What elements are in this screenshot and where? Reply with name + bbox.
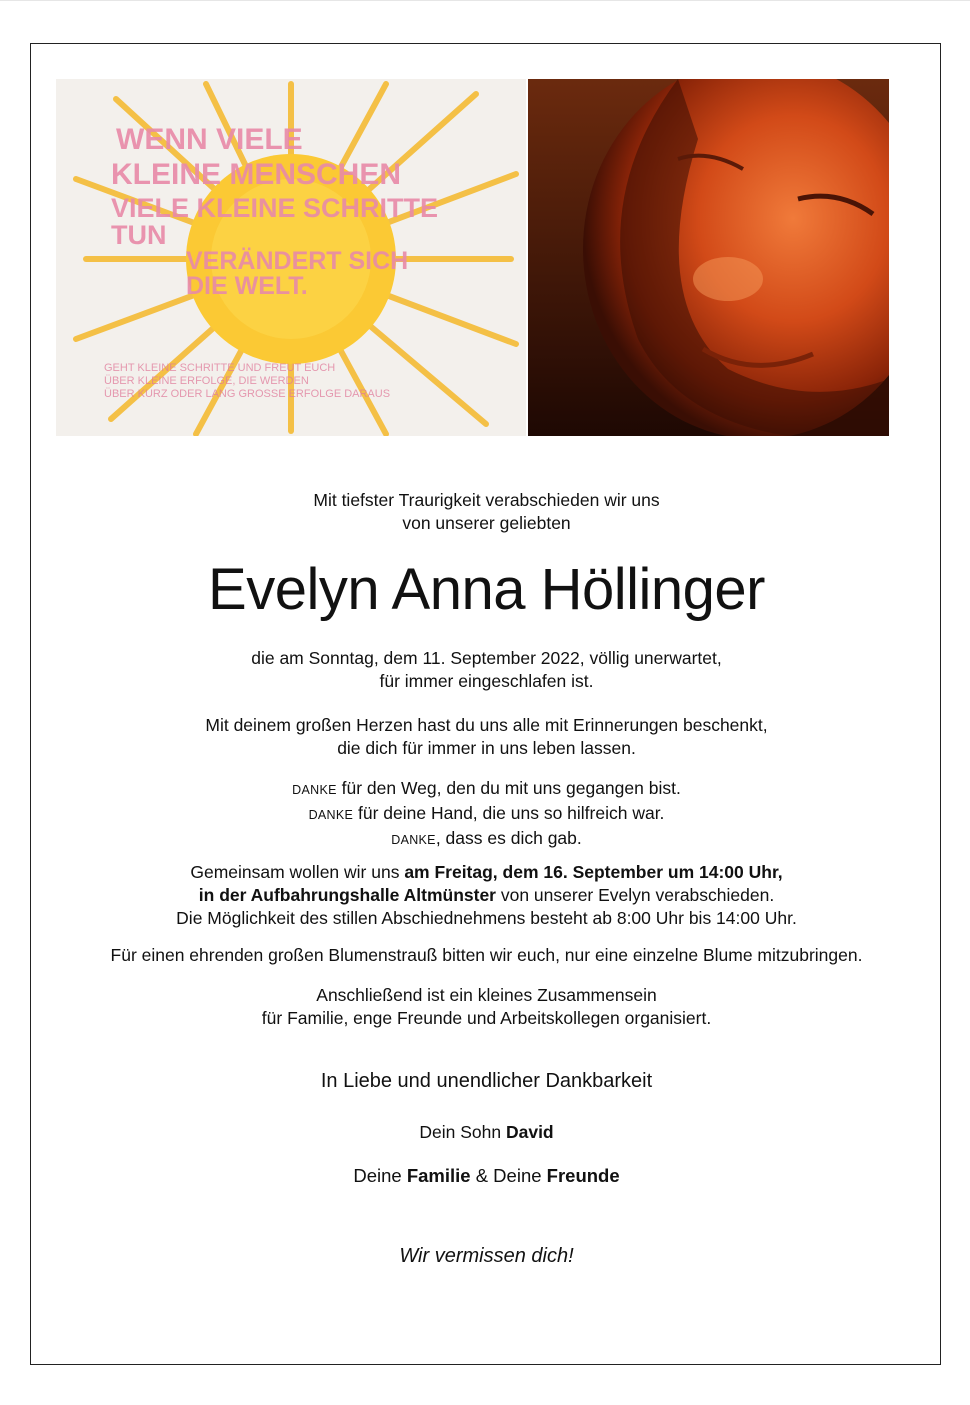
death-text [31, 647, 942, 693]
family-line [31, 1164, 942, 1188]
gathering-text [31, 984, 942, 1030]
portrait-photo [528, 79, 889, 436]
thanks-rest: für deine Hand, die uns so hilfreich war. [353, 803, 665, 823]
thanks-line-1 [31, 777, 942, 802]
sun-drawing-image [56, 79, 526, 436]
son-prefix: Dein Sohn [419, 1122, 506, 1142]
thanks-line-3 [31, 827, 942, 852]
quote-line-5: VERÄNDERT SICH [186, 247, 409, 275]
deceased-name: Evelyn Anna Höllinger [208, 557, 765, 622]
thanks-rest: , dass es dich gab. [435, 828, 582, 848]
farewell-text: von unserer Evelyn verabschieden. [495, 885, 775, 905]
family-connector: & Deine [470, 1165, 547, 1186]
thanks-word: DANKE [292, 783, 337, 797]
miss-you-text: Wir vermissen dich! [399, 1245, 574, 1267]
top-border-line [0, 0, 970, 1]
thanks-block [31, 777, 942, 852]
farewell-text: Gemeinsam wollen wir uns [190, 862, 405, 882]
obituary-card [30, 43, 941, 1365]
death-line-1: die am Sonntag, dem 11. September 2022, völlig unerwartet, [251, 648, 722, 668]
family-word: Familie [406, 1165, 471, 1186]
son-line [31, 1121, 942, 1144]
thanks-word: DANKE [391, 833, 436, 847]
son-name: David [505, 1122, 554, 1142]
friends-word: Freunde [546, 1165, 620, 1186]
small-line-2: ÜBER KLEINE ERFOLGE, DIE WERDEN [104, 375, 309, 387]
small-line-1: GEHT KLEINE SCHRITTE UND FREUT EUCH [104, 362, 336, 374]
family-prefix: Deine [353, 1165, 407, 1186]
farewell-block [31, 861, 942, 930]
gathering-line-1: Anschließend ist ein kleines Zusammensein [316, 985, 657, 1005]
portrait-svg [528, 79, 889, 436]
thanks-rest: für den Weg, den du mit uns gegangen bist. [336, 778, 681, 798]
thanks-word: DANKE [308, 808, 354, 822]
gathering-line-2: für Familie, enge Freunde und Arbeitskollegen organisiert. [261, 1008, 712, 1028]
farewell-line-3: Die Möglichkeit des stillen Abschiednehmens besteht ab 8:00 Uhr bis 14:00 Uhr. [176, 908, 797, 928]
farewell-line-2 [31, 884, 942, 907]
quote-line-2: KLEINE MENSCHEN [111, 158, 402, 191]
quote-line-1: WENN VIELE [116, 123, 303, 156]
memory-line-2: die dich für immer in uns leben lassen. [337, 738, 636, 758]
farewell-line-1 [31, 861, 942, 884]
intro-line-1: Mit tiefster Traurigkeit verabschieden wir uns [313, 490, 660, 510]
memory-text [31, 714, 942, 760]
quote-line-4: TUN [111, 220, 167, 250]
memory-line-1: Mit deinem großen Herzen hast du uns alle mit Erinnerungen beschenkt, [205, 715, 768, 735]
intro-text [31, 489, 942, 535]
closing-text: In Liebe und unendlicher Dankbarkeit [320, 1070, 653, 1092]
quote-line-6: DIE WELT. [186, 272, 308, 300]
sun-drawing-svg [56, 79, 526, 436]
flowers-text: Für einen ehrenden großen Blumenstrauß bitten wir euch, nur eine einzelne Blume mitzubringen. [110, 945, 863, 965]
farewell-date: am Freitag, dem 16. September um 14:00 Uhr, [404, 862, 783, 882]
small-line-3: ÜBER KURZ ODER LANG GROSSE ERFOLGE DARAUS [104, 388, 391, 400]
thanks-line-2 [31, 802, 942, 827]
death-line-2: für immer eingeschlafen ist. [379, 671, 594, 691]
farewell-location: in der Aufbahrungshalle Altmünster [198, 885, 496, 905]
intro-line-2: von unserer geliebten [402, 513, 571, 533]
quote-line-3: VIELE KLEINE SCHRITTE [111, 193, 439, 223]
